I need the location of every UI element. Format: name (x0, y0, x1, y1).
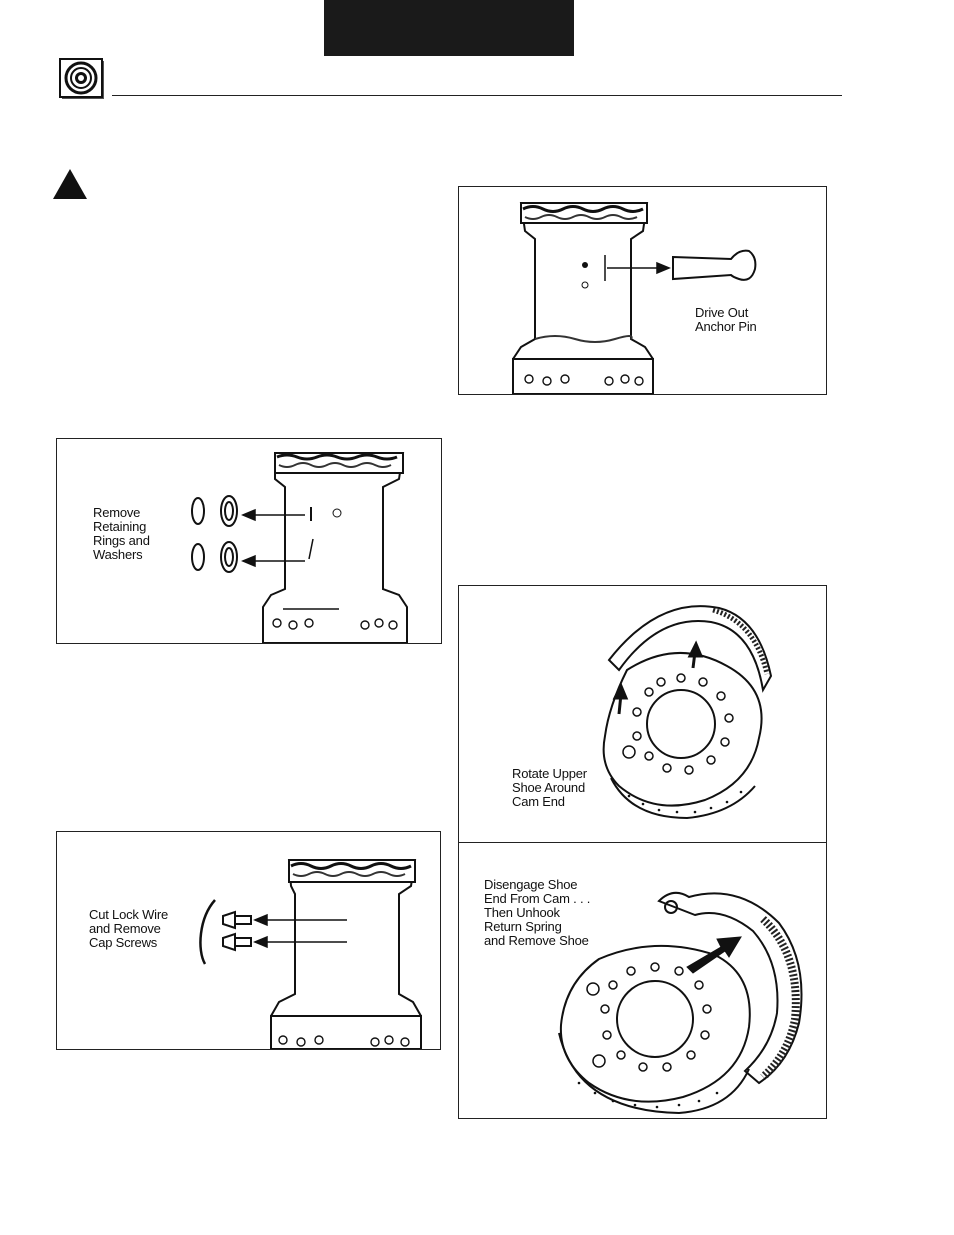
figure-anchor-pin (458, 186, 827, 395)
caption-line: Remove (93, 505, 141, 520)
caption-line: Disengage Shoe (484, 877, 578, 892)
caption-line: Washers (93, 547, 143, 562)
caption-line: Drive Out (695, 305, 749, 320)
caption-line: Rings and (93, 533, 150, 548)
caption-line: Return Spring (484, 919, 562, 934)
caption-line: Cut Lock Wire (89, 907, 169, 922)
caption-line: and Remove (89, 921, 161, 936)
caption-line: Retaining (93, 519, 147, 534)
caption-line: Then Unhook (484, 905, 560, 920)
caption-line: End From Cam . . . (484, 891, 591, 906)
caption-line: Cap Screws (89, 935, 158, 950)
figure-cap-screws (56, 831, 441, 1050)
caption-line: Anchor Pin (695, 319, 757, 334)
figure-retaining-rings (56, 438, 442, 644)
caption-line: Cam End (512, 794, 565, 809)
brake-drum-logo-icon (58, 57, 108, 101)
figure-rotate-shoe (458, 585, 827, 844)
caption-line: Shoe Around (512, 780, 585, 795)
caption-line: Rotate Upper (512, 766, 587, 781)
figure-disengage-shoe (458, 842, 827, 1119)
header-bar (324, 0, 574, 56)
warning-triangle-icon (52, 168, 88, 200)
header-rule (112, 95, 842, 96)
caption-line: and Remove Shoe (484, 933, 589, 948)
